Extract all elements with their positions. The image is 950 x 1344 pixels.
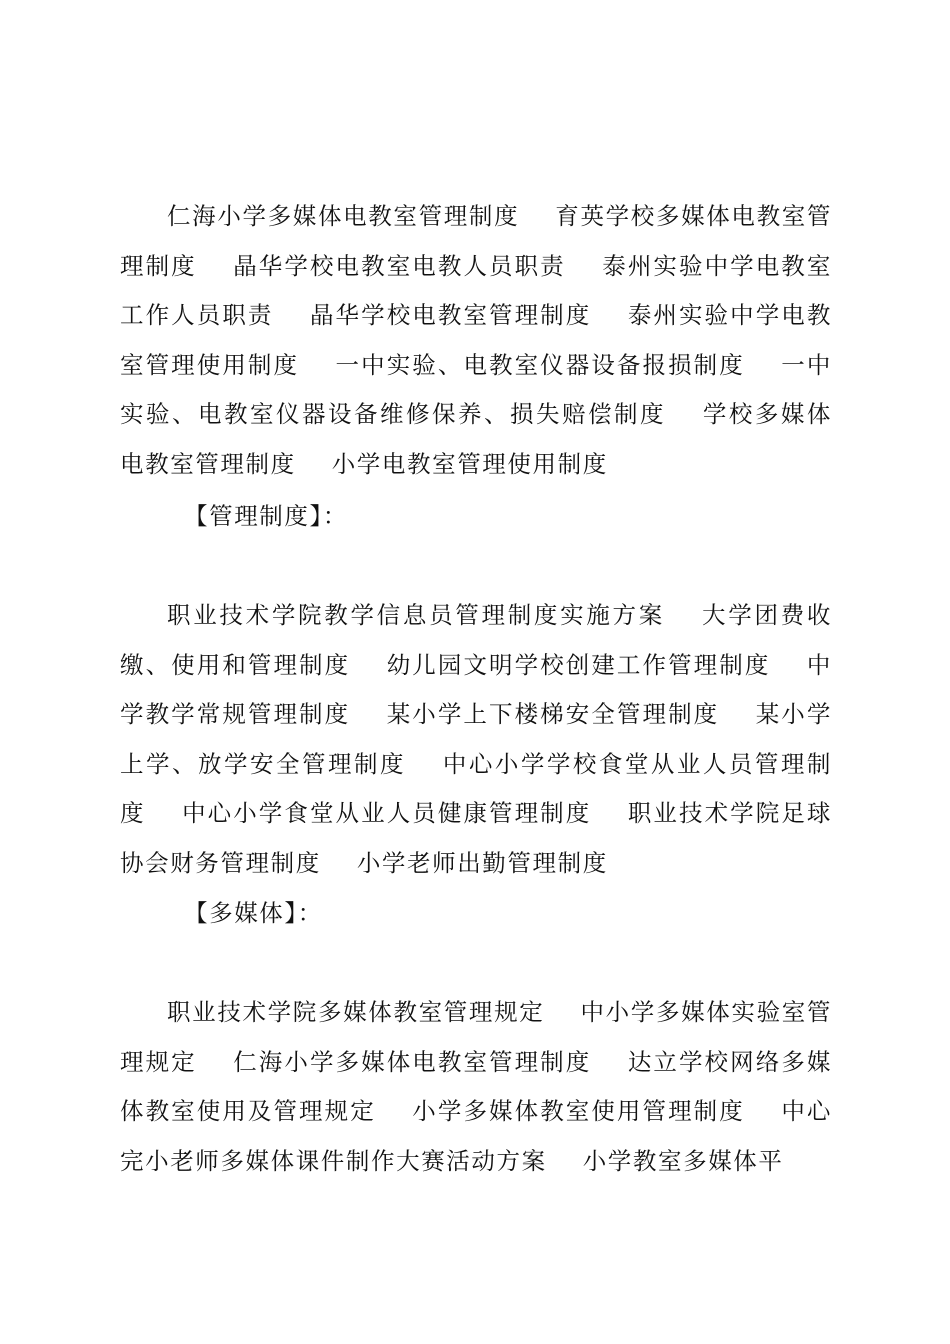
doc-link[interactable]: 晶华学校电教室电教人员职责 xyxy=(232,251,566,280)
doc-link[interactable]: 泰州实验中学电教室管理使用制度 xyxy=(120,301,832,379)
doc-link[interactable]: 小学电教室管理使用制度 xyxy=(331,449,608,478)
section-heading-multimedia: 【多媒体】： xyxy=(184,899,323,927)
doc-link[interactable]: 泰州实验中学电教室工作人员职责 xyxy=(120,251,832,329)
doc-link[interactable]: 幼儿园文明学校创建工作管理制度 xyxy=(386,650,771,679)
link-paragraph-2 xyxy=(120,591,832,888)
doc-link[interactable]: 中心小学食堂从业人员健康管理制度 xyxy=(181,799,592,827)
link-paragraph-1 xyxy=(120,192,832,489)
link-paragraph-3 xyxy=(120,988,832,1186)
doc-link[interactable]: 职业技术学院多媒体教室管理规定 xyxy=(167,998,545,1026)
doc-link[interactable]: 一中实验、电教室仪器设备报损制度 xyxy=(335,350,745,379)
doc-link[interactable]: 大学团费收缴、使用和管理制度 xyxy=(120,601,832,679)
doc-link[interactable]: 小学教室多媒体平 xyxy=(582,1146,784,1175)
doc-link[interactable]: 某小学上学、放学安全管理制度 xyxy=(120,700,832,778)
doc-link[interactable]: 学校多媒体电教室管理制度 xyxy=(120,400,832,478)
doc-link[interactable]: 仁海小学多媒体电教室管理制度 xyxy=(167,202,520,230)
doc-link[interactable]: 小学多媒体教室使用管理制度 xyxy=(411,1097,745,1125)
doc-link[interactable]: 职业技术学院教学信息员管理制度实施方案 xyxy=(167,601,665,629)
doc-link[interactable]: 中心完小老师多媒体课件制作大赛活动方案 xyxy=(120,1097,833,1175)
doc-link[interactable]: 某小学上下楼梯安全管理制度 xyxy=(386,700,720,728)
doc-link[interactable]: 一中实验、电教室仪器设备维修保养、损失赔偿制度 xyxy=(120,350,832,428)
doc-link[interactable]: 晶华学校电教室管理制度 xyxy=(309,301,592,329)
doc-link[interactable]: 育英学校多媒体电教室管理制度 xyxy=(120,202,832,280)
doc-link[interactable]: 达立学校网络多媒体教室使用及管理规定 xyxy=(120,1047,832,1125)
doc-link[interactable]: 中心小学学校食堂从业人员管理制度 xyxy=(120,749,832,827)
doc-link[interactable]: 职业技术学院足球协会财务管理制度 xyxy=(120,799,832,877)
doc-link[interactable]: 仁海小学多媒体电教室管理制度 xyxy=(232,1047,592,1076)
section-heading-management: 【管理制度】： xyxy=(184,502,348,530)
doc-link[interactable]: 中学教学常规管理制度 xyxy=(120,650,833,728)
doc-link[interactable]: 小学老师出勤管理制度 xyxy=(356,848,608,877)
doc-link[interactable]: 中小学多媒体实验室管理规定 xyxy=(120,998,833,1076)
